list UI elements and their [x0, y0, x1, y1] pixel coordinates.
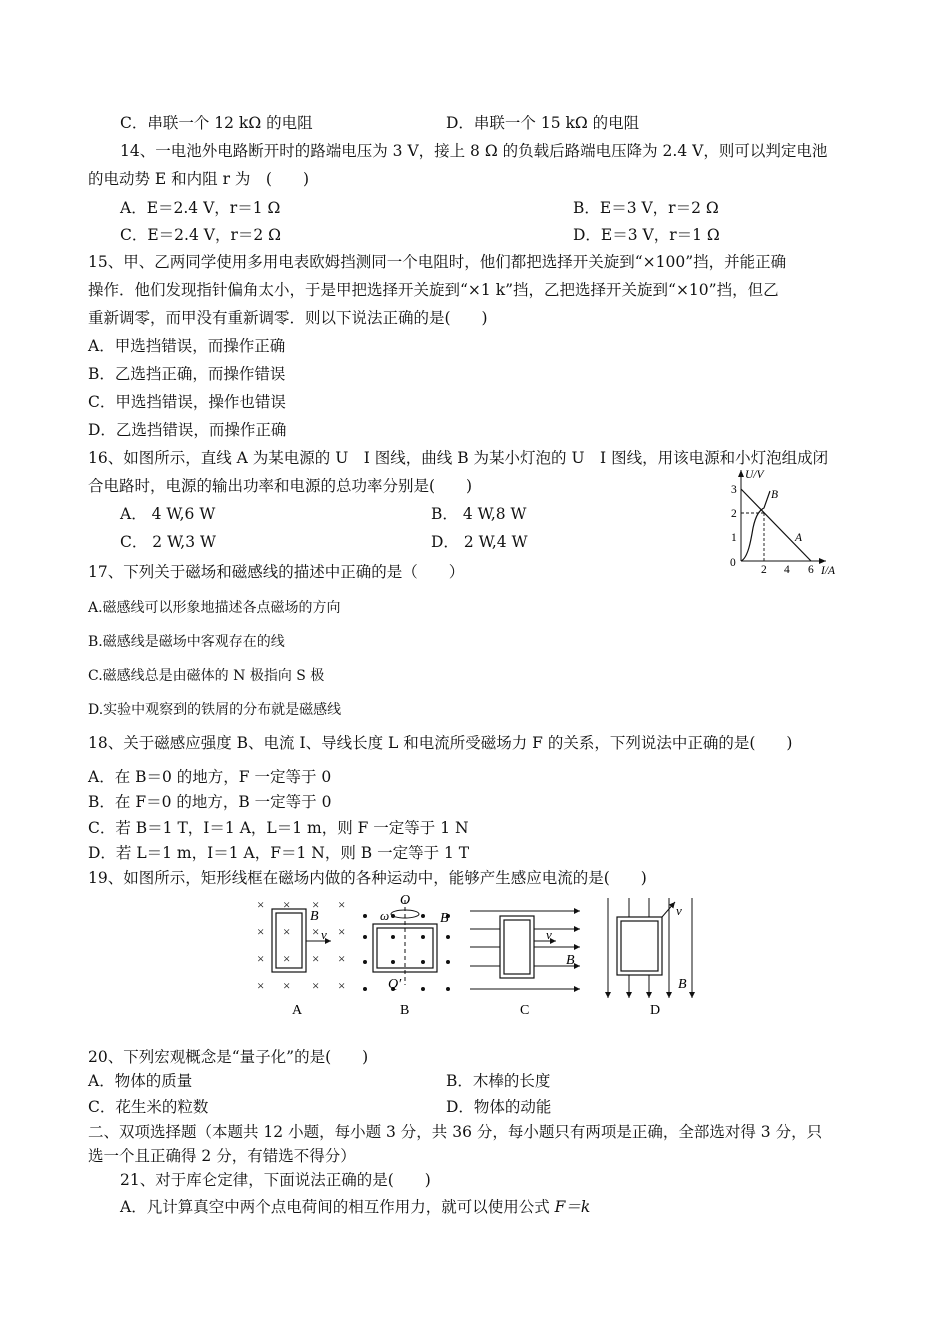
panel-a-velocity-label: v [321, 927, 327, 942]
q16-option-b: B． 4 W,8 W [431, 505, 527, 523]
q18-stem: 18、关于磁感应强度 B、电流 I、导线长度 L 和电流所受磁场力 F 的关系，下列说法中正确的是( ) [88, 734, 793, 752]
svg-text:×: × [257, 978, 265, 993]
svg-text:×: × [257, 924, 265, 939]
q16-ui-graph [722, 462, 847, 580]
svg-text:×: × [257, 897, 265, 912]
panel-a-label: A [292, 1003, 303, 1018]
panel-c-label: C [520, 1003, 530, 1018]
q18-option-b: B．在 F＝0 的地方，B 一定等于 0 [88, 793, 332, 811]
panel-d-label: D [650, 1003, 661, 1018]
graph-xtick-2: 2 [761, 564, 767, 576]
graph-xtick-6: 6 [808, 564, 814, 576]
svg-text:×: × [312, 924, 320, 939]
graph-y-label: U/V [745, 469, 764, 481]
panel-d-velocity-label: v [676, 903, 682, 918]
q21-stem: 21、对于库仑定律，下面说法正确的是( ) [120, 1171, 431, 1189]
q20-option-b: B．木棒的长度 [446, 1072, 551, 1090]
graph-ytick-1: 1 [731, 532, 737, 544]
q16-option-a: A． 4 W,6 W [120, 505, 216, 523]
panel-d-field-label: B [678, 977, 687, 992]
q15-stem-line2: 操作．他们发现指针偏角太小，于是甲把选择开关旋到“×1 k”挡，乙把选择开关旋到“×10”挡，但乙 [88, 281, 779, 299]
panel-a-field-label: B [310, 909, 319, 924]
q20-option-d: D．物体的动能 [446, 1098, 552, 1116]
graph-ytick-2: 2 [731, 508, 737, 520]
q19-stem: 19、如图所示，矩形线框在磁场内做的各种运动中，能够产生感应电流的是( ) [88, 869, 647, 887]
svg-text:×: × [312, 897, 320, 912]
svg-text:×: × [338, 897, 346, 912]
section2-heading-line1: 二、双项选择题（本题共 12 小题，每小题 3 分，共 36 分，每小题只有两项是正确，全部选对得 3 分，只 [88, 1123, 823, 1141]
panel-b-omega-label: ω [380, 908, 390, 923]
q14-option-d: D．E＝3 V，r＝1 Ω [573, 226, 720, 244]
svg-text:×: × [283, 924, 291, 939]
q14-option-a: A．E＝2.4 V，r＝1 Ω [120, 199, 281, 217]
q13-option-d: D．串联一个 15 kΩ 的电阻 [446, 114, 640, 132]
q20-option-a: A．物体的质量 [88, 1072, 193, 1090]
svg-text:×: × [312, 978, 320, 993]
svg-text:×: × [283, 978, 291, 993]
q16-stem-line1: 16、如图所示，直线 A 为某电源的 U I 图线，曲线 B 为某小灯泡的 U I 图线，用该电源和小灯泡组成闭 [88, 449, 829, 467]
q20-option-c: C．花生米的粒数 [88, 1098, 209, 1116]
panel-a [257, 897, 345, 993]
panel-b-axis-top-label: O [400, 893, 411, 908]
q17-stem: 17、下列关于磁场和磁感线的描述中正确的是（ ） [88, 563, 465, 581]
graph-xtick-4: 4 [784, 564, 790, 576]
q15-stem-line1: 15、甲、乙两同学使用多用电表欧姆挡测同一个电阻时，他们都把选择开关旋到“×100”挡，并能正确 [88, 253, 787, 271]
q15-option-a: A．甲选挡错误，而操作正确 [88, 337, 286, 355]
q13-option-c: C．串联一个 12 kΩ 的电阻 [120, 114, 313, 132]
q16-stem-line2: 合电路时，电源的输出功率和电源的总功率分别是( ) [88, 477, 473, 495]
svg-text:×: × [312, 951, 320, 966]
panel-c-velocity-label: v [546, 927, 552, 942]
panel-b-label: B [400, 1003, 410, 1018]
graph-line-a-label: A [795, 532, 803, 544]
q19-figure [250, 890, 720, 1022]
q14-stem-line2: 的电动势 E 和内阻 r 为 ( ) [88, 170, 310, 188]
q17-option-a: A.磁感线可以形象地描述各点磁场的方向 [88, 600, 341, 616]
panel-c-field-label: B [566, 953, 575, 968]
q15-option-d: D．乙选挡错误，而操作正确 [88, 421, 287, 439]
q18-option-d: D．若 L＝1 m，I＝1 A，F＝1 N，则 B 一定等于 1 T [88, 844, 470, 862]
svg-text:×: × [257, 951, 265, 966]
graph-curve-b [741, 491, 770, 561]
svg-text:×: × [338, 951, 346, 966]
q17-option-b: B.磁感线是磁场中客观存在的线 [88, 634, 285, 650]
q14-option-c: C．E＝2.4 V，r＝2 Ω [120, 226, 281, 244]
q21-option-a-formula: F＝k [554, 1198, 591, 1216]
graph-origin-label: 0 [730, 557, 736, 569]
svg-text:×: × [338, 978, 346, 993]
q15-stem-line3: 重新调零，而甲没有重新调零．则以下说法正确的是( ) [88, 309, 488, 327]
q20-stem: 20、下列宏观概念是“量子化”的是( ) [88, 1048, 369, 1066]
panel-c [470, 911, 580, 989]
panel-b [363, 900, 450, 991]
graph-ytick-3: 3 [731, 484, 737, 496]
q18-option-a: A．在 B＝0 的地方，F 一定等于 0 [88, 768, 332, 786]
q17-option-d: D.实验中观察到的铁屑的分布就是磁感线 [88, 702, 342, 718]
q16-option-c: C． 2 W,3 W [120, 533, 216, 551]
svg-text:×: × [338, 924, 346, 939]
graph-x-label: I/A [821, 565, 836, 577]
panel-b-axis-bottom-label: Q′ [388, 977, 402, 992]
q21-option-a-text: A．凡计算真空中两个点电荷间的相互作用力，就可以使用公式 [120, 1198, 555, 1216]
q18-option-c: C．若 B＝1 T，I＝1 A，L＝1 m，则 F 一定等于 1 N [88, 819, 469, 837]
q14-stem-line1: 14、一电池外电路断开时的路端电压为 3 V，接上 8 Ω 的负载后路端电压降为 2.4 V，则可以判定电池 [120, 142, 828, 160]
panel-b-field-label: B [440, 911, 449, 926]
q15-option-c: C．甲选挡错误，操作也错误 [88, 393, 286, 411]
section2-heading-line2: 选一个且正确得 2 分，有错选不得分） [88, 1147, 356, 1165]
svg-text:×: × [283, 897, 291, 912]
q17-option-c: C.磁感线总是由磁体的 N 极指向 S 极 [88, 668, 325, 684]
q16-option-d: D． 2 W,4 W [431, 533, 528, 551]
graph-curve-b-label: B [771, 489, 779, 501]
q14-option-b: B．E＝3 V，r＝2 Ω [573, 199, 719, 217]
q15-option-b: B．乙选挡正确，而操作错误 [88, 365, 286, 383]
svg-text:×: × [283, 951, 291, 966]
q21-option-a [120, 1197, 590, 1217]
